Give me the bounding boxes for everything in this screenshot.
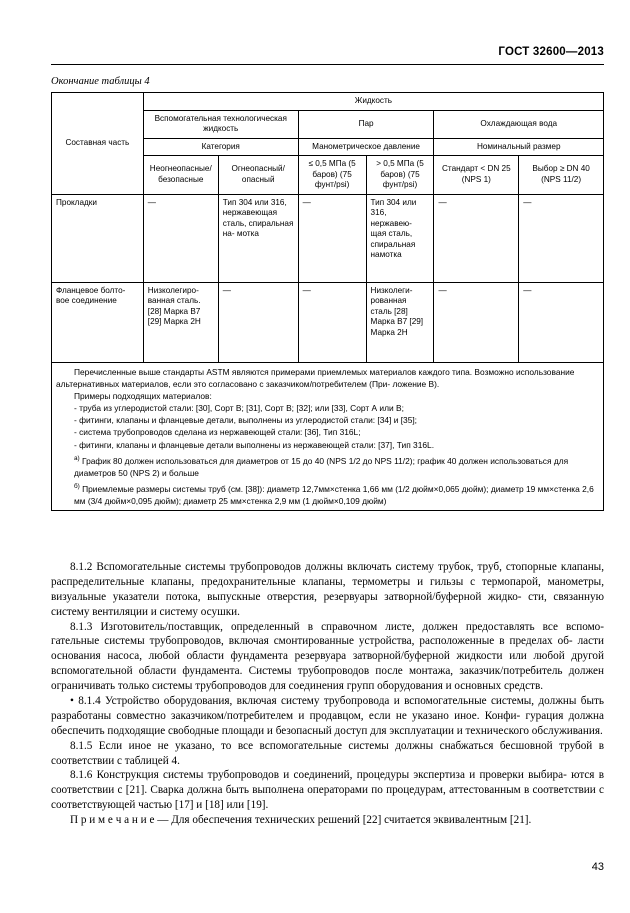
note-paragraph: - фитинги, клапаны и фланцевые детали, выполнены из углеродистой стали: [34] и [35]; [74,415,418,426]
header-liquid: Жидкость [143,93,603,111]
table-caption: Окончание таблицы 4 [51,76,150,87]
materials-table [51,92,604,511]
header-aux-fluid: Вспомогательная технологическая жидкость [143,110,298,138]
cell-pressure-high: Тип 304 или 316, нержавею- щая сталь, спиральная намотка [366,194,434,282]
body-note: П р и м е ч а н и е — Для обеспечения технических решений [22] считается эквивалентным [21]. [70,814,532,827]
cell-pressure-low: — [298,194,366,282]
header-standard-dn: Стандарт < DN 25 (NPS 1) [434,156,519,195]
page-header-standard: ГОСТ 32600—2013 [498,46,604,58]
footnote-marker-a: а) [74,454,80,462]
header-pressure-high: > 0,5 МПа (5 баров) (75 фунт/psi) [366,156,434,195]
page-number: 43 [591,861,604,873]
note-paragraph: - фитинги, клапаны и фланцевые детали выполнены из нержавеющей стали: [37], Тип 316L. [74,439,435,450]
cell-standard-dn: — [434,282,519,362]
header-divider [51,64,604,65]
cell-flammable: Тип 304 или 316, нержавеющая сталь, спиральная на- мотка [218,194,298,282]
header-category: Категория [143,138,298,156]
note-paragraph: Примеры подходящих материалов: [74,390,212,401]
footnote-marker-b: б) [74,482,80,490]
cell-flammable: — [218,282,298,362]
header-steam: Пар [298,110,434,138]
table-row [52,194,604,282]
table-row [52,282,604,362]
cell-pressure-low: — [298,282,366,362]
header-cooling-water: Охлаждающая вода [434,110,604,138]
header-pressure-low: ≤ 0,5 МПа (5 баров) (75 фунт/psi) [298,156,366,195]
footnote-b [74,482,599,507]
table-body [52,194,604,511]
note-paragraph: - труба из углеродистой стали: [30], Сорт В; [31], Сорт В; [32]; или [33], Сорт А или В; [74,403,404,414]
body-text [51,560,604,828]
cell-pressure-high: Низколеги- рованная сталь [28] Марка B7 [29] Марка 2Н [366,282,434,362]
header-choice-dn: Выбор ≥ DN 40 (NPS 11/2) [519,156,604,195]
note-paragraph: Перечисленные выше стандарты ASTM являются примерами приемлемых материалов каждого типа. Возможно использование альтернативных материалов, если это согласовано с заказчиком/потребителем (При- ложение В). [56,366,575,389]
note-paragraph: - система трубопроводов сделана из нержавеющей стали: [36], Тип 316L; [74,427,361,438]
header-gauge-pressure: Манометрическое давление [298,138,434,156]
body-paragraph-8-1-2: 8.1.2 Вспомогательные системы трубопроводов должны включать систему трубок, труб, стопорные клапаны, распределительные клапаны, предохранительные клапаны, термометры и гильзы с термопарой, манометры, визуальные указатели потока, выпускные отверстия, резервуары затворной/буферной жидко- сти, связанную систему вентиляции и систему осушки. [51,561,604,618]
cell-component: Фланцевое болто- вое соединение [52,282,144,362]
body-paragraph-8-1-3: 8.1.3 Изготовитель/поставщик, определенный в справочном листе, должен предоставлять все вспомо- гательные системы трубопроводов, включая смонтированные устройства, расположенные в пределах об- ласти основания насоса, любой области фундамента резервуара затворной/буферной жидкости или любой другой вспомогательной области фундамента. Системы трубопроводов после монтажа, заказчик/потребитель должен ограничивать только системы трубопроводов для соединения групп оборудования и основных средств. [51,620,604,693]
header-nominal-size: Номинальный размер [434,138,604,156]
cell-standard-dn: — [434,194,519,282]
body-paragraph-8-1-6: 8.1.6 Конструкция системы трубопроводов и соединений, процедуры экспертиза и проверки выбира- ются в соответствии с [21]. Сварка должна быть выполнена операторами по процедурам, аттестованным в соответствии с соответствующей частью [17] и [18] или [19]. [51,769,604,812]
table-head [52,93,604,195]
footnote-a [74,454,599,479]
cell-component: Прокладки [52,194,144,282]
header-flammable: Огнеопасный/ опасный [218,156,298,195]
cell-choice-dn: — [519,282,604,362]
cell-nonflammable: — [143,194,218,282]
header-nonflammable: Неогнеопасные/ безопасные [143,156,218,195]
cell-nonflammable: Низколегиро- ванная сталь. [28] Марка B7 [29] Марка 2Н [143,282,218,362]
table-notes-cell [52,362,604,511]
body-paragraph-8-1-4: • 8.1.4 Устройство оборудования, включая систему трубопровода и вспомогательные системы, должны быть разработаны совместно заказчиком/потребителем и продавцом, если не указано иное. Конфи- гурация должна обеспечить подходящие свободные площади и безопасный доступ для эксплуатации и технического обслуживания. [51,695,604,737]
header-component: Составная часть [52,93,144,195]
cell-choice-dn: — [519,194,604,282]
body-paragraph-8-1-5: 8.1.5 Если иное не указано, то все вспомогательные системы должны снабжаться бесшовной трубой в соответствии с таблицей 4. [51,739,604,767]
table-notes-row [52,362,604,511]
footnote-text-a: График 80 должен использоваться для диаметров от 15 до 40 (NPS 1/2 до NPS 11/2); график 40 должен использоваться для диаметров 50 (NPS 2) и больше [74,455,569,478]
table-header-row-1 [52,93,604,111]
footnote-text-b: Приемлемые размеры системы труб (см. [38]): диаметр 12,7мм×стенка 1,66 мм (1/2 дюйм×0,065 дюйм); диаметр 19 мм×стенка 2,6 мм (3/4 дюйм×0,095 дюйм); диаметр 25 мм×стенка 2,9 мм (1 дюйм×0,109 дюйм) [74,483,594,506]
